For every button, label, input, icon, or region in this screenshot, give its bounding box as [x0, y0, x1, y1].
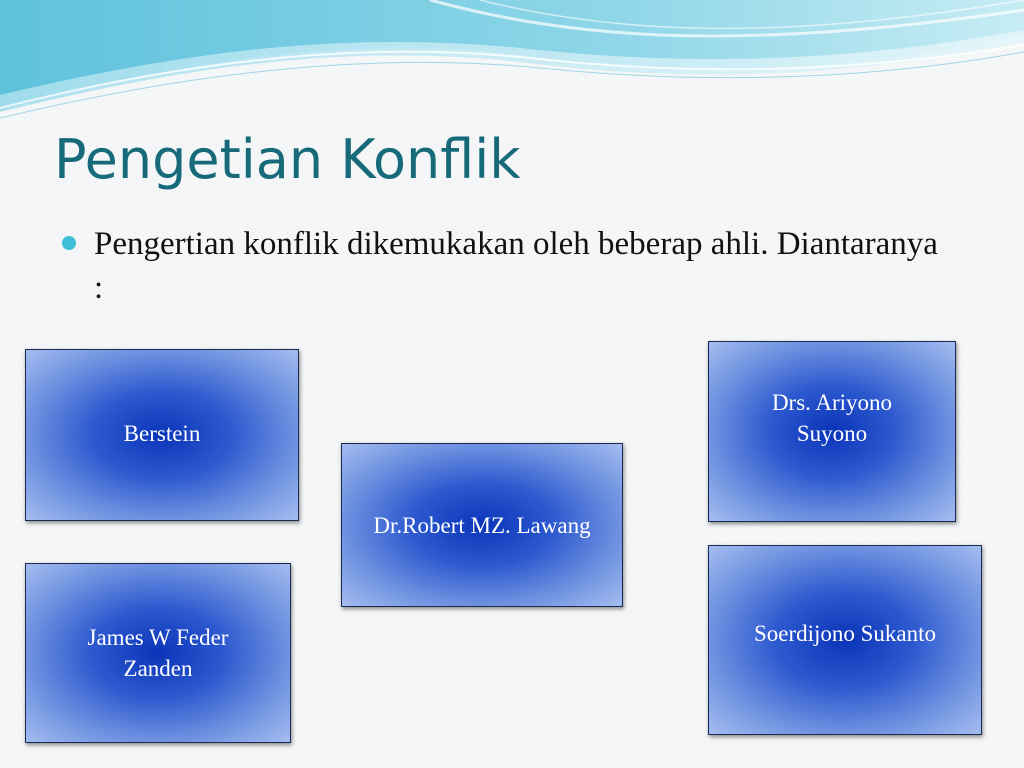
slide-title: Pengetian Konflik: [54, 128, 521, 191]
box-robert-lawang: [341, 443, 623, 607]
box-label: Dr.Robert MZ. Lawang: [373, 512, 591, 538]
box-ariyono-suyono: [708, 341, 956, 522]
box-soerdijono-sukanto: [708, 545, 982, 735]
box-label: James W Feder Zanden: [87, 625, 229, 681]
box-label: Drs. Ariyono Suyono: [771, 389, 893, 446]
box-james-feder-zanden: [25, 563, 291, 743]
bullet-text: Pengertian konflik dikemukakan oleh beberap ahli. Diantaranya :: [94, 226, 938, 306]
box-label: Soerdijono Sukanto: [753, 620, 937, 646]
header-wave-decoration: [0, 0, 1024, 130]
bullet-dot-icon: [62, 236, 76, 250]
box-label: Berstein: [123, 420, 201, 446]
box-berstein: [25, 349, 299, 521]
